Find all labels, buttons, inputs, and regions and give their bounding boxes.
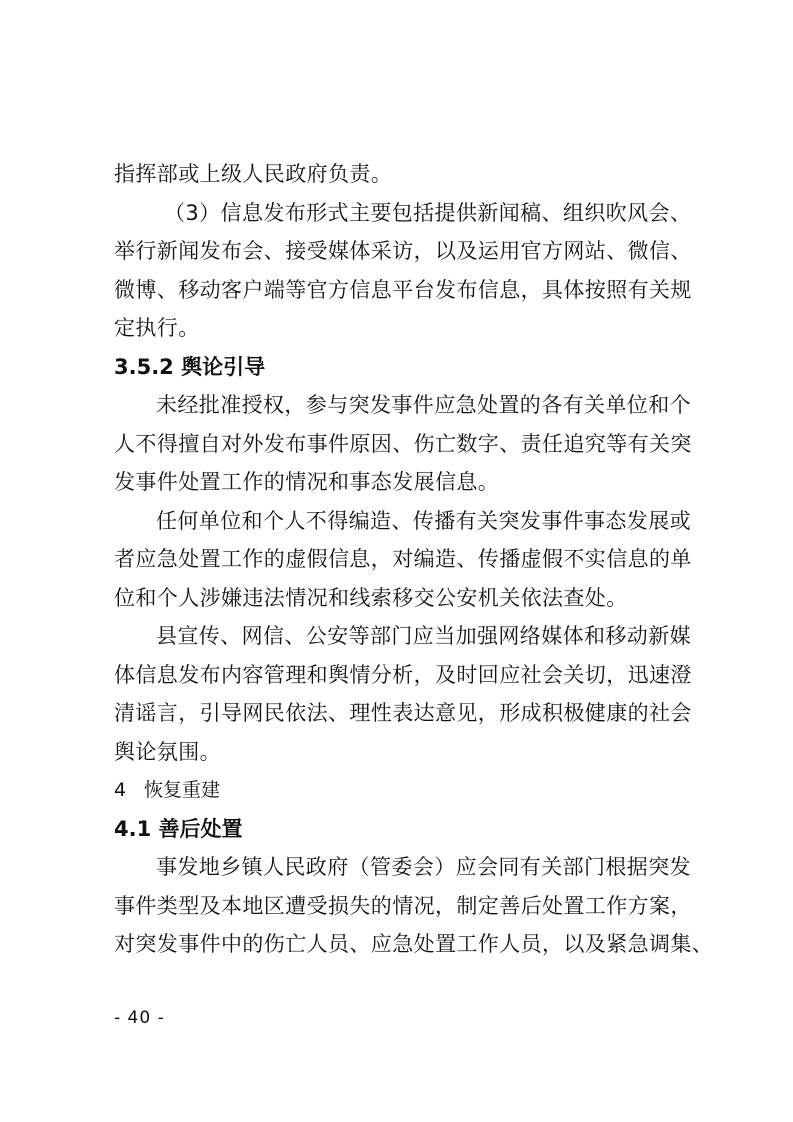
- text-line: 微博、移动客户端等官方信息平台发布信息，具体按照有关规: [114, 277, 692, 302]
- text-line: 指挥部或上级人民政府负责。: [114, 162, 393, 186]
- text-line: （3）信息发布形式主要包括提供新闻稿、组织吹风会、: [164, 200, 692, 225]
- text-line: 对突发事件中的伤亡人员、应急处置工作人员，以及紧急调集、: [114, 932, 714, 956]
- text-line: 舆论氛围。: [114, 739, 221, 764]
- section-heading-4-1: 4.1 善后处置: [114, 816, 243, 841]
- text-line: 未经批准授权，参与突发事件应急处置的各有关单位和个: [156, 393, 691, 417]
- text-line: 者应急处置工作的虚假信息，对编造、传播虚假不实信息的单: [114, 547, 692, 571]
- text-line: 县宣传、网信、公安等部门应当加强网络媒体和移动新媒: [156, 624, 691, 648]
- text-line: 人不得擅自对外发布事件原因、伤亡数字、责任追究等有关突: [114, 431, 692, 456]
- text-line: 事发地乡镇人民政府（管委会）应会同有关部门根据突发: [156, 855, 691, 879]
- page-number: - 40 -: [114, 1008, 165, 1028]
- document-body: [114, 155, 714, 964]
- text-line: 事件类型及本地区遭受损失的情况，制定善后处置工作方案，: [114, 893, 692, 918]
- text-line: 清谣言，引导网民依法、理性表达意见，形成积极健康的社会: [114, 701, 692, 725]
- chapter-title: 恢复重建: [144, 779, 221, 801]
- text-line: 体信息发布内容管理和舆情分析，及时回应社会关切，迅速澄: [114, 662, 692, 687]
- chapter-number: 4: [114, 779, 127, 801]
- text-line: 任何单位和个人不得编造、传播有关突发事件事态发展或: [156, 508, 691, 533]
- text-line: 定执行。: [114, 316, 200, 340]
- text-line: 位和个人涉嫌违法情况和线索移交公安机关依法查处。: [114, 585, 628, 610]
- section-heading-3-5-2: 3.5.2 舆论引导: [114, 354, 266, 379]
- chapter-heading-4: [114, 771, 682, 810]
- text-line: 举行新闻发布会、接受媒体采访，以及运用官方网站、微信、: [114, 239, 692, 263]
- text-line: 发事件处置工作的情况和事态发展信息。: [114, 470, 500, 494]
